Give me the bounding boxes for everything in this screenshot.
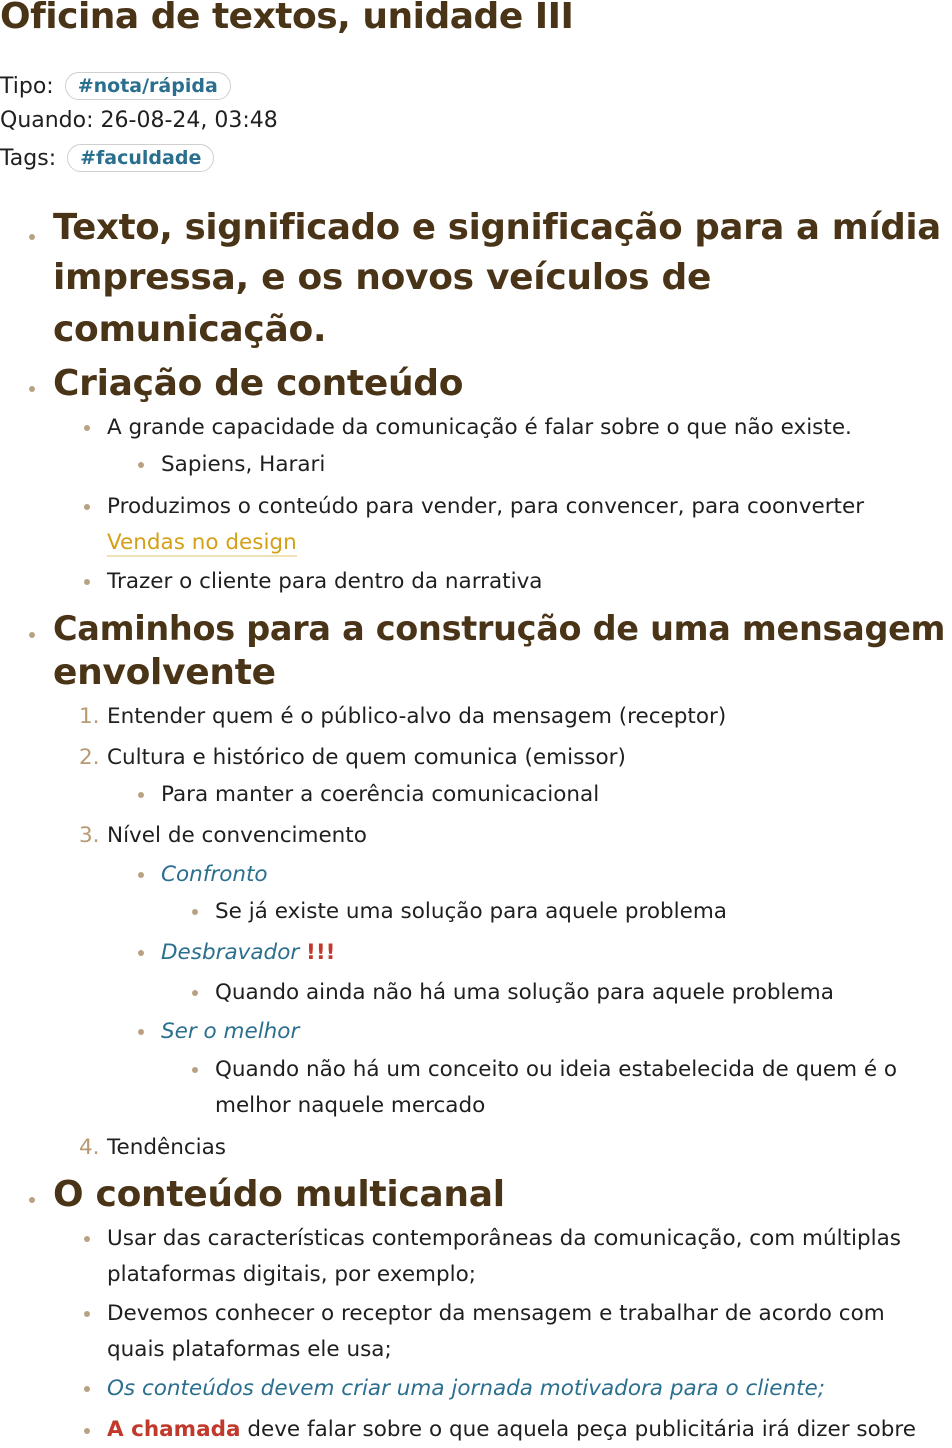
bullet-dot — [84, 1311, 90, 1317]
bullet-dot — [29, 1197, 35, 1203]
bullet-dot — [138, 462, 144, 468]
bullet-dot — [138, 950, 144, 956]
bullet-dot — [192, 1067, 198, 1073]
emphasis-mark: !!! — [306, 940, 336, 965]
bullet-dot — [138, 872, 144, 878]
heading-caminhos-line2: envolvente — [53, 652, 276, 693]
bullet-dot — [29, 386, 35, 392]
list-item: Trazer o cliente para dentro da narrativa — [107, 569, 543, 594]
heading-caminhos-line1: Caminhos para a construção de uma mensagem — [53, 609, 946, 648]
bullet-dot — [138, 792, 144, 798]
a-chamada-text: A chamada — [107, 1417, 241, 1442]
list-item: Se já existe uma solução para aquele problema — [215, 899, 727, 924]
page-title: Oficina de textos, unidade III — [0, 0, 574, 37]
list-item: Quando não há um conceito ou ideia estabelecida de quem é o — [215, 1057, 898, 1082]
list-item: Produzimos o conteúdo para vender, para convencer, para coonverter — [107, 494, 865, 519]
bullet-dot — [138, 1029, 144, 1035]
faculdade-tag[interactable]: #faculdade — [67, 144, 214, 172]
list-number: 1. — [79, 704, 100, 729]
list-item: Sapiens, Harari — [161, 452, 326, 477]
list-item: Usar das características contemporâneas da comunicação, com múltiplas — [107, 1226, 901, 1251]
bullet-dot — [84, 1386, 90, 1392]
quando-label: Quando: — [0, 108, 94, 133]
bullet-dot — [84, 579, 90, 585]
bullet-dot — [84, 504, 90, 510]
heading-criacao: Criação de conteúdo — [53, 363, 464, 404]
bullet-dot — [29, 234, 35, 240]
list-item: Para manter a coerência comunicacional — [161, 782, 600, 807]
list-item: Cultura e histórico de quem comunica (emissor) — [107, 745, 626, 770]
tipo-label: Tipo: — [0, 74, 54, 99]
list-number: 3. — [79, 823, 100, 848]
heading-multicanal: O conteúdo multicanal — [53, 1174, 505, 1215]
list-item: Quando ainda não há uma solução para aquele problema — [215, 980, 834, 1005]
list-item: A grande capacidade da comunicação é falar sobre o que não existe. — [107, 415, 852, 440]
list-item: Nível de convencimento — [107, 823, 367, 848]
list-item — [161, 935, 335, 971]
desbravador-text: Desbravador — [161, 940, 300, 965]
list-item: Devemos conhecer o receptor da mensagem e trabalhar de acordo com — [107, 1301, 885, 1326]
list-item: quais plataformas ele usa; — [107, 1337, 392, 1362]
tags-label: Tags: — [0, 146, 57, 171]
list-item: melhor naquele mercado — [215, 1093, 486, 1118]
tipo-tag[interactable]: #nota/rápida — [65, 72, 231, 100]
property-tags — [0, 144, 214, 172]
property-quando — [0, 108, 278, 133]
quando-value: 26-08-24, 03:48 — [100, 108, 278, 133]
list-item: Entender quem é o público-alvo da mensagem (receptor) — [107, 704, 727, 729]
bullet-dot — [192, 909, 198, 915]
bullet-dot — [192, 990, 198, 996]
vendas-no-design-link[interactable]: Vendas no design — [107, 530, 297, 555]
heading-texto-line1: Texto, significado e significação para a mídia — [53, 207, 941, 248]
list-item: Os conteúdos devem criar uma jornada motivadora para o cliente; — [107, 1376, 826, 1401]
list-item: plataformas digitais, por exemplo; — [107, 1262, 477, 1287]
property-tipo — [0, 72, 231, 100]
heading-texto-line2: impressa, e os novos veículos de — [53, 257, 712, 298]
bullet-dot — [84, 1428, 90, 1434]
list-number: 4. — [79, 1135, 100, 1160]
bullet-dot — [29, 632, 35, 638]
chamada-rest-text: deve falar sobre o que aquela peça publicitária irá dizer sobre — [240, 1417, 916, 1442]
bullet-dot — [84, 425, 90, 431]
list-item-link-row — [107, 525, 297, 561]
list-item: Tendências — [107, 1135, 227, 1160]
list-item: Confronto — [161, 862, 268, 887]
bullet-dot — [84, 1236, 90, 1242]
list-item: Ser o melhor — [161, 1019, 300, 1044]
list-number: 2. — [79, 745, 100, 770]
heading-texto-line3: comunicação. — [53, 309, 327, 350]
